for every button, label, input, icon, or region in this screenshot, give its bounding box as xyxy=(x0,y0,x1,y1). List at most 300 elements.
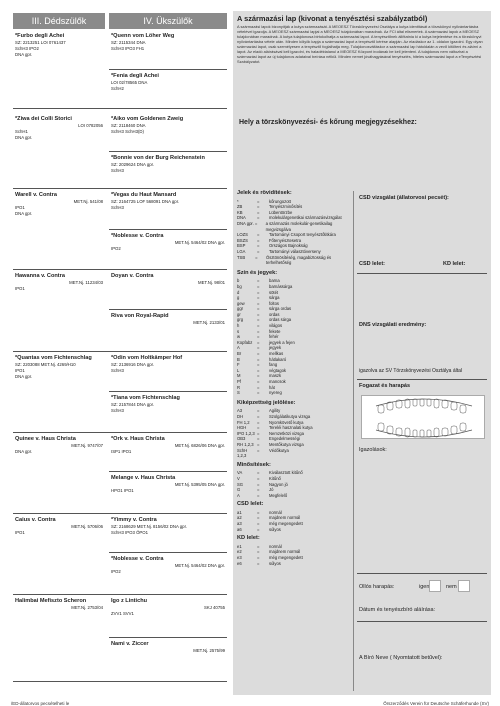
legend-cell: = xyxy=(257,198,260,204)
dog-name: *Vegas du Haut Mansard xyxy=(111,192,177,198)
legend-cell: = xyxy=(257,481,260,487)
legend-cell: S xyxy=(237,390,240,396)
legend-cell: Tartományi választóverseny xyxy=(269,248,321,254)
legend-cell: BSZS xyxy=(237,237,248,243)
legend-cell: molekulárgenetikai származásvizsgálat xyxy=(269,215,342,221)
divider xyxy=(13,432,227,433)
legend-cell: = xyxy=(257,384,260,390)
legend-cell: = xyxy=(257,470,260,476)
legend-cell: ordas sárga xyxy=(269,317,292,323)
divider xyxy=(13,594,227,595)
legend-cell: Nyomkövető kutya xyxy=(269,419,304,425)
legend-cell: = xyxy=(257,339,260,345)
dog-detail: HPO1 IPO1 xyxy=(111,488,134,493)
legend-cell: Főtenyésztesetra xyxy=(269,237,302,243)
divider xyxy=(109,391,227,392)
legend-cell: Kiválasztott kitűnő xyxy=(269,470,303,476)
legend-cell: fekete xyxy=(269,328,281,334)
dog-detail: SchH3 xyxy=(111,205,124,210)
legend-cell: LGA xyxy=(237,248,246,254)
legend-cell: majdnem normál xyxy=(269,549,301,555)
dog-detail: SZ: 2203088 MET.Nj. 4269/H10 xyxy=(15,362,76,367)
legend-cell: ggr xyxy=(237,306,244,312)
gen4-entry-7 xyxy=(109,272,227,308)
dog-detail: LOI 0782056 xyxy=(78,123,103,128)
dog-name: *Bonnie von der Burg Reichenstein xyxy=(111,155,205,161)
dog-name: Doyan v. Contra xyxy=(111,273,154,279)
gen3-entry-3 xyxy=(13,191,105,267)
fogazat-label: Fogazat és harapás xyxy=(359,383,411,389)
legend-cell: R xyxy=(237,384,241,390)
legend-cell: Lübentörzbe xyxy=(269,209,293,215)
legend-cell: a1 xyxy=(237,509,242,515)
szin-list xyxy=(237,278,349,395)
legend-row xyxy=(237,493,349,499)
legend-cell: L xyxy=(237,367,240,373)
legend-cell: világos xyxy=(269,323,283,329)
dog-name: *Quenn vom Löher Weg xyxy=(111,33,175,39)
dog-name: *Quantas vom Fichtenschlag xyxy=(15,355,92,361)
legend-cell: HGH xyxy=(237,425,247,431)
dog-name: *Yimmy v. Contra xyxy=(111,517,157,523)
dog-name: Halimbai Mefiszto Scheron xyxy=(15,598,87,604)
gen3-entry-4 xyxy=(13,272,105,348)
legend-cell: = xyxy=(257,367,260,373)
dog-detail: SZ: 2136916 DNA gpr. xyxy=(111,362,154,367)
legend-cell: LOZS xyxy=(237,232,248,238)
legend-cell: = xyxy=(257,215,260,221)
gen4-entry-15 xyxy=(109,597,227,637)
divider xyxy=(109,552,227,553)
legend-cell: = xyxy=(257,209,260,215)
dog-detail: SZ: 2213251 LOI 0761437 xyxy=(15,40,66,45)
legend-cell: = xyxy=(257,390,260,396)
legend-cell: Védőkutya xyxy=(269,447,289,453)
legend-cell: jegyek xyxy=(269,345,282,351)
legend-cell: = xyxy=(257,232,260,238)
gen3-header: III. Dédszülők xyxy=(13,13,105,29)
dog-detail: MET.Nj. 541/08 xyxy=(73,199,103,204)
legend-cell: a3 xyxy=(237,521,242,527)
legend-cell: KB xyxy=(237,209,243,215)
csd-vizsga-label: CSD vizsgálat (állatorvosi pecsét): xyxy=(359,195,449,201)
dog-detail: IPO2 xyxy=(111,246,121,251)
legend-row xyxy=(237,527,349,533)
dog-name: *Noblesse v. Contra xyxy=(111,233,164,239)
dog-name: Caius v. Contra xyxy=(15,517,56,523)
legend-cell: TSB xyxy=(237,254,246,260)
kepzett-title: Kiképzettség jelölése: xyxy=(237,399,296,406)
csd-lelet-label: CSD lelet: xyxy=(359,261,385,267)
dog-detail: IPO1 xyxy=(15,530,25,535)
legend-cell: fehér xyxy=(269,334,279,340)
legend-cell: Tenyészminősítés xyxy=(269,204,303,210)
nem-checkbox[interactable] xyxy=(458,580,470,592)
legend-cell: = xyxy=(257,323,260,329)
legend-cell: súlyos xyxy=(269,526,281,532)
legend-cell: Országos Bajnokság xyxy=(269,243,308,249)
dog-detail: LOI 02/78565 DNA xyxy=(111,80,148,85)
dog-detail: MET.Nj. 2575/99 xyxy=(193,648,225,653)
dog-detail: MET.Nj. 9747/07 xyxy=(71,443,103,448)
legend-cell: = xyxy=(257,356,260,362)
legend-cell: barna xyxy=(269,278,280,284)
column-divider xyxy=(353,191,354,691)
gen4-entry-16 xyxy=(109,640,227,678)
legend-cell: = xyxy=(257,283,260,289)
szin-title: Szín és jegyek: xyxy=(237,269,278,276)
legend-cell: = xyxy=(257,526,260,532)
legend-cell: e2 xyxy=(237,549,242,555)
legend-cell: s xyxy=(237,328,240,334)
dog-name: Igo z Lintichu xyxy=(111,598,148,604)
legend-cell: mancsok xyxy=(269,379,286,384)
dog-detail: IPO1 xyxy=(15,205,25,210)
legend-cell: = xyxy=(257,475,260,481)
dog-detail: SchH3 xyxy=(111,168,124,173)
legend-cell: = xyxy=(257,373,260,379)
divider xyxy=(357,573,487,574)
jelek-list xyxy=(237,199,349,266)
legend-cell: = xyxy=(255,254,258,260)
notes-title: Hely a törzskönyvezési- és kőrung megjegyzésekhez: xyxy=(239,119,417,126)
legend-cell: maszk xyxy=(269,373,282,379)
kepzett-list xyxy=(237,408,349,458)
legend-cell: hátlakaró xyxy=(269,356,287,362)
dog-detail: SZ: 2115344 DNA xyxy=(111,40,146,45)
legend-cell: hát xyxy=(269,384,275,390)
legend-cell: barnássárga xyxy=(269,283,293,289)
legend-cell: SchH 1,2,3 xyxy=(237,447,248,459)
legend-cell: VA xyxy=(237,470,243,476)
footer-right: Őrszerződés Verein für Deutsche Schäferhunde (SV) xyxy=(383,701,489,706)
dog-detail: SZ: 2118460 DNA xyxy=(111,123,146,128)
teeth-icon xyxy=(362,396,486,440)
dog-detail: DNA gpr. xyxy=(15,135,33,140)
datum-label: Dátum és tenyészbíró aláírása: xyxy=(359,607,436,613)
igen-checkbox[interactable] xyxy=(429,580,441,592)
dog-detail: SZ: 2157844 DNA gpr. xyxy=(111,402,154,407)
legend-cell: = xyxy=(254,220,258,226)
dog-name: *Fenia degli Achei xyxy=(111,73,159,79)
legend-cell: a2 xyxy=(237,515,242,521)
igen-label: igen xyxy=(419,584,430,590)
dog-name: Quinee v. Haus Christa xyxy=(15,436,76,442)
legend-cell: e6 xyxy=(237,560,242,566)
legend-cell: sötét xyxy=(269,289,279,295)
gen4-entry-4 xyxy=(109,154,227,188)
legend-cell: IPO 1,2,3 xyxy=(237,430,255,436)
legend-cell: Ösztönösítéség, magabiztosság és terhelhetőség xyxy=(265,254,332,266)
legend-cell: nyereg xyxy=(269,390,282,396)
dog-detail: SchH3 IPO3 FH1 xyxy=(111,46,145,51)
legend-cell: jegyek a fejen xyxy=(269,339,295,345)
legend-cell: = xyxy=(257,555,260,561)
legend-cell: = xyxy=(257,248,260,254)
legend-cell: súlyos xyxy=(269,560,281,566)
dog-detail: MET.Nj. 5395/05 DNA gpr. xyxy=(174,482,225,487)
legend-cell: w xyxy=(237,334,241,340)
dog-name: Melange v. Haus Christa xyxy=(111,475,176,481)
legend-cell: A3 xyxy=(237,408,243,414)
legend-cell: Engedelmességi xyxy=(269,436,300,442)
legend-cell: = xyxy=(257,278,260,284)
legend-cell: a6 xyxy=(237,526,242,532)
ollos-label: Ollós harapás: xyxy=(359,584,395,590)
dog-name: Riva von Royal-Rapid xyxy=(111,313,169,319)
divider xyxy=(13,351,227,352)
legend-cell: = xyxy=(257,237,260,243)
pedigree-page xyxy=(5,5,495,706)
legend-cell: OB3 xyxy=(237,436,246,442)
legend-cell: Tartományi Csoport tenyésztőtitkára xyxy=(269,232,336,238)
divider xyxy=(13,188,227,189)
legend-cell: bg xyxy=(237,283,242,289)
gen4-entry-2 xyxy=(109,72,227,108)
legend-cell: = xyxy=(257,345,260,351)
legend-cell: ZB xyxy=(237,204,243,210)
dog-detail: MET.Nj. 98/01 xyxy=(198,280,225,285)
legend-cell: majdnem normál xyxy=(269,515,301,521)
gen4-entry-14 xyxy=(109,555,227,593)
legend-cell: normál xyxy=(269,509,282,515)
legend-row xyxy=(237,390,349,396)
legend-cell: = xyxy=(257,425,260,431)
legend-cell: Jó xyxy=(269,487,274,493)
gen3-entry-7 xyxy=(13,516,105,592)
legend-cell: DH xyxy=(237,413,244,419)
dog-detail: SchH3 xyxy=(111,408,124,413)
dog-detail: MET.Nj. 5464/02 DNA gpr. xyxy=(174,563,225,568)
gen4-entry-11 xyxy=(109,435,227,471)
legend-cell: = xyxy=(257,334,260,340)
divider xyxy=(13,269,227,270)
legend-cell: = xyxy=(257,408,260,414)
csd-list xyxy=(237,510,349,532)
dog-detail: DNA gpr. xyxy=(15,374,33,379)
legend-cell: = xyxy=(257,436,260,442)
legend-cell: = xyxy=(257,295,260,301)
legend-cell: még megengedett xyxy=(269,555,303,561)
dog-detail: SZ: 2029624 DNA gpr. xyxy=(111,162,154,167)
legend-cell: A xyxy=(237,492,240,498)
minosit-list xyxy=(237,470,349,498)
divider xyxy=(109,637,227,638)
legend-cell: = xyxy=(257,317,260,323)
legend-cell: * xyxy=(237,198,239,204)
dog-name: *Aiko vom Goldenen Zweig xyxy=(111,116,184,122)
legend-cell: végtagok xyxy=(269,367,286,373)
dog-name: *Ziwa dei Colli Storici xyxy=(15,116,72,122)
legend-cell: Nemzetközi vizsga xyxy=(269,430,304,436)
dog-name: *Noblesse v. Contra xyxy=(111,556,164,562)
dog-detail: SchH3 xyxy=(111,368,124,373)
legend-cell: e3 xyxy=(237,555,242,561)
legend-cell: Kitűnő xyxy=(269,475,281,481)
legend-cell: = xyxy=(257,509,260,515)
dog-detail: ISP1 IPO1 xyxy=(111,449,132,454)
legend-cell: SG xyxy=(237,481,244,487)
kd-list xyxy=(237,544,349,566)
legend-cell: gew xyxy=(237,300,245,306)
legend-cell: foltos xyxy=(269,300,280,306)
legend-row xyxy=(237,255,349,266)
csd-title: CSD lelet: xyxy=(237,501,264,508)
divider xyxy=(357,273,487,274)
legend-cell: Megfelelő xyxy=(269,492,288,498)
legend-cell: normál xyxy=(269,543,282,549)
dog-detail: SKJ 40755 xyxy=(203,605,225,610)
divider xyxy=(13,108,227,109)
dog-name: *Tiana vom Fichtenschlag xyxy=(111,395,180,401)
gen4-entry-5 xyxy=(109,191,227,227)
legend-cell: kőrungozott xyxy=(269,198,291,204)
legend-cell: = xyxy=(257,515,260,521)
legend-cell: = xyxy=(257,362,260,368)
dog-detail: MET.Nj. 2133/01 xyxy=(193,320,225,325)
legend-cell: G xyxy=(237,487,241,493)
legend-cell: = xyxy=(257,521,260,527)
gen4-header: IV. Ükszülők xyxy=(109,13,227,29)
gen4-entry-10 xyxy=(109,394,227,430)
dog-detail: MET.Nj. 11234/03 xyxy=(69,280,103,285)
dog-detail: DNA gpr. xyxy=(15,449,33,454)
legend-cell: = xyxy=(257,351,260,357)
minosit-title: Minősítések: xyxy=(237,461,271,468)
dog-name: *Ork v. Haus Christa xyxy=(111,436,165,442)
jelek-title: Jelek és rövidítések: xyxy=(237,190,292,196)
gen3-entry-8 xyxy=(13,597,105,673)
igazolasok-label: Igazolások: xyxy=(359,447,387,453)
divider xyxy=(109,309,227,310)
legend-cell: = xyxy=(257,300,260,306)
dog-name: Warell v. Contra xyxy=(15,192,57,198)
legend-cell: ordas xyxy=(269,311,280,317)
dog-detail: MET.Nj. 5464/02 DNA gpr. xyxy=(174,240,225,245)
legend-cell: Tereléi hasznalati kutya xyxy=(269,425,313,431)
gen3-entry-6 xyxy=(13,435,105,511)
legend-cell: = xyxy=(257,447,260,453)
footer-left: /ED-állatorvos pecsételheti le xyxy=(11,701,70,706)
gen4-entry-1 xyxy=(109,32,227,70)
legend-cell: V xyxy=(237,475,240,481)
dog-detail: SchH3 IPO3 ÖPO1 xyxy=(111,530,149,535)
legend-cell: B xyxy=(237,356,240,362)
legend-cell: = xyxy=(257,549,260,555)
dog-detail: MET.Nj. 2753/04 xyxy=(71,605,103,610)
gen3-entry-1 xyxy=(13,32,105,112)
legend-cell: Nagyon jó xyxy=(269,481,288,487)
legend-cell: = xyxy=(257,311,260,317)
legend-cell: grg xyxy=(237,317,244,323)
dog-detail: ZVV1 SVV1 xyxy=(111,611,134,616)
gen4-entry-6 xyxy=(109,232,227,268)
gen4-entry-9 xyxy=(109,354,227,390)
legend-cell: Szolgálatikutya vizsga xyxy=(269,413,311,419)
legend-cell: Br xyxy=(237,351,242,357)
gen4-entry-3 xyxy=(109,115,227,151)
dns-label: DNS vizsgálati eredmény: xyxy=(359,322,427,328)
divider xyxy=(109,471,227,472)
legend-cell: = xyxy=(257,243,260,249)
info-panel xyxy=(233,11,491,695)
legend-cell: Kopfabz xyxy=(237,339,253,345)
teeth-diagram xyxy=(361,395,485,439)
legend-cell: g xyxy=(237,295,240,301)
igazolva-text: igazolva az SV Törzskönyvezési Osztálya által xyxy=(359,368,463,374)
legend-cell: b xyxy=(237,278,240,284)
legend-cell: mellkas xyxy=(269,351,284,357)
legend-cell: Pf xyxy=(237,379,241,384)
legend-cell: BSP xyxy=(237,243,246,249)
dog-detail: DNA gpr. xyxy=(15,211,33,216)
legend-cell: M xyxy=(237,373,241,379)
legend-cell: = xyxy=(257,560,260,566)
legend-cell: = xyxy=(257,487,260,493)
dog-detail: MET.Nj. 6826/06 DNA gpr. xyxy=(174,443,225,448)
legend-cell: Agility xyxy=(269,408,281,414)
gen3-entry-2 xyxy=(13,115,105,185)
legend-cell: = xyxy=(257,492,260,498)
legend-cell: DNA xyxy=(237,215,246,221)
legend-cell: fang xyxy=(269,362,278,368)
dog-name: Nami v. Ziccer xyxy=(111,641,149,647)
dog-detail: DNA gpr. xyxy=(15,52,33,57)
dog-detail: IPO1 xyxy=(15,368,25,373)
dog-detail: SchH3 IPO2 xyxy=(15,46,39,51)
gen4-entry-12 xyxy=(109,474,227,512)
biro-label: A Bíró Neve ( Nyomtatott betűvel): xyxy=(359,655,443,661)
legend-row xyxy=(237,561,349,567)
legend-cell: Mentőkutya vizsga xyxy=(269,441,304,447)
kd-lelet-label: KD lelet: xyxy=(443,261,466,267)
dog-detail: SchH2 xyxy=(111,86,124,91)
gen3-entry-5 xyxy=(13,354,105,430)
divider xyxy=(357,621,487,622)
legend-cell: RH 1,2,3 xyxy=(237,441,254,447)
dog-detail: MET.Nj. 5706/06 xyxy=(71,524,103,529)
kd-title: KD lelet: xyxy=(237,535,260,542)
legend-cell: = xyxy=(257,413,260,419)
dog-name: *Odin vom Holtkämper Hof xyxy=(111,355,183,361)
gen4-entry-13 xyxy=(109,516,227,552)
legend-cell: = xyxy=(257,419,260,425)
legend-cell: = xyxy=(257,306,260,312)
dog-detail: IPO2 xyxy=(111,569,121,574)
legend-cell: sárga xyxy=(269,295,280,301)
gen4-entry-8 xyxy=(109,312,227,348)
intro-title: A származási lap (kivonat a tenyésztési szabályzatból) xyxy=(237,14,428,23)
legend-cell: h xyxy=(237,323,240,329)
divider xyxy=(13,681,227,682)
dog-detail: SZ: 2164725 LOF 568091 DNA gpr. xyxy=(111,199,180,204)
intro-text: A származási lapok bizonyítják a kutya származását. A MEOESZ Törzskönyvezési Osztálya a kutya identitását a törzskönyvi nyilvántartásba vételével igazolja. A MEOESZ származási lapjai a MEOESZ tulajdonában maradnak. Az FCI által elismertek. A származási lapok a MEOESZ tulajdonában maradnak. A kutya tulajdonosa birtokolhatja a származási lapot. A tenyésztőnek állíttatnia ki a kutya bejelentése és a törzskönyvi nyilvántartásba vétele után. Minden kölyök kapja a származási lapot a tenyésztő kérése alapján. Az eladáskor az 1. oldalon igazolni. Egy olyan származási lapot, csak személyesen a tenyésztő foglalhatja meg. Tulajdonosváltáskor a származási lap hátoldalán a vevő kitölteni és aláírni a lapot. Az eladó aláírásával kell igazolni, és haladéktalanul a MEOESZ Központ irodának be kell jelenteni. A tulajdonos nem változhat a származási lapot az új tulajdonos adataival beírása nélkül. Minden nemet jóváhagyásával tenyésztés, hiteles származási lapot a eTenyésztési Szabályzatot. xyxy=(237,24,483,64)
legend-cell: = xyxy=(257,543,260,549)
divider xyxy=(13,513,227,514)
legend-cell: sárga ordas xyxy=(269,306,292,312)
legend-cell: e1 xyxy=(237,543,242,549)
divider xyxy=(109,151,227,152)
legend-cell: F xyxy=(237,362,240,368)
legend-cell: = xyxy=(257,379,260,384)
legend-cell: = xyxy=(257,204,260,210)
legend-cell: még megengedett xyxy=(269,521,303,527)
dog-detail: SchH1 xyxy=(15,129,28,134)
legend-cell: a származás molekulár-genetikailag megvizsgálva xyxy=(265,220,333,232)
dog-detail: SZ: 2168629 MET.Nj. 8156/02 DNA gpr. xyxy=(111,524,187,529)
legend-cell: = xyxy=(257,441,260,447)
divider xyxy=(109,229,227,230)
